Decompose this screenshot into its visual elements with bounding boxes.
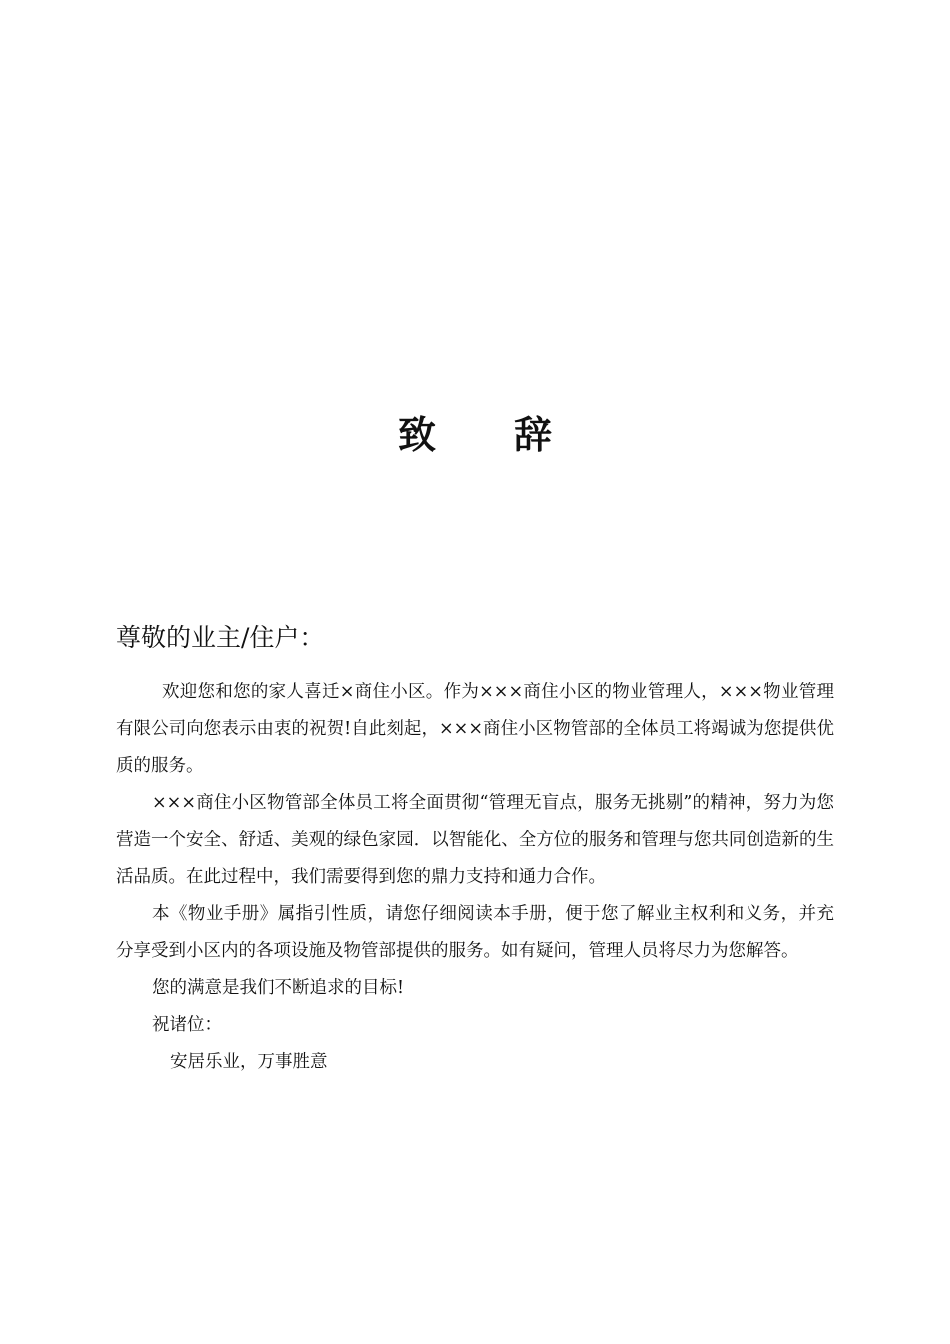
page-title: 致辞: [397, 412, 630, 457]
paragraph-satisfaction: 您的满意是我们不断追求的目标!: [152, 978, 405, 998]
paragraph-wishes: 安居乐业，万事胜意: [170, 1052, 328, 1072]
letter-body: [116, 674, 834, 1081]
paragraph-commitment: ×××商住小区物管部全体员工将全面贯彻“管理无盲点，服务无挑剔”的精神，努力为您营造一个安全、舒适、美观的绿色家园．以智能化、全方位的服务和管理与您共同创造新的生活品质。在此过程中，我们需要得到您的鼎力支持和通力合作。: [116, 793, 834, 887]
salutation: 尊敬的业主/住户：: [116, 623, 325, 652]
paragraph-greeting: 祝诸位：: [152, 1015, 222, 1035]
paragraph-handbook: 本《物业手册》属指引性质，请您仔细阅读本手册，便于您了解业主权利和义务，并充分享受到小区内的各项设施及物管部提供的服务。如有疑问，管理人员将尽力为您解答。: [116, 904, 834, 961]
paragraph-welcome: 欢迎您和您的家人喜迁×商住小区。作为×××商住小区的物业管理人，×××物业管理有限公司向您表示由衷的祝贺!自此刻起，×××商住小区物管部的全体员工将竭诚为您提供优质的服务。: [116, 682, 834, 776]
